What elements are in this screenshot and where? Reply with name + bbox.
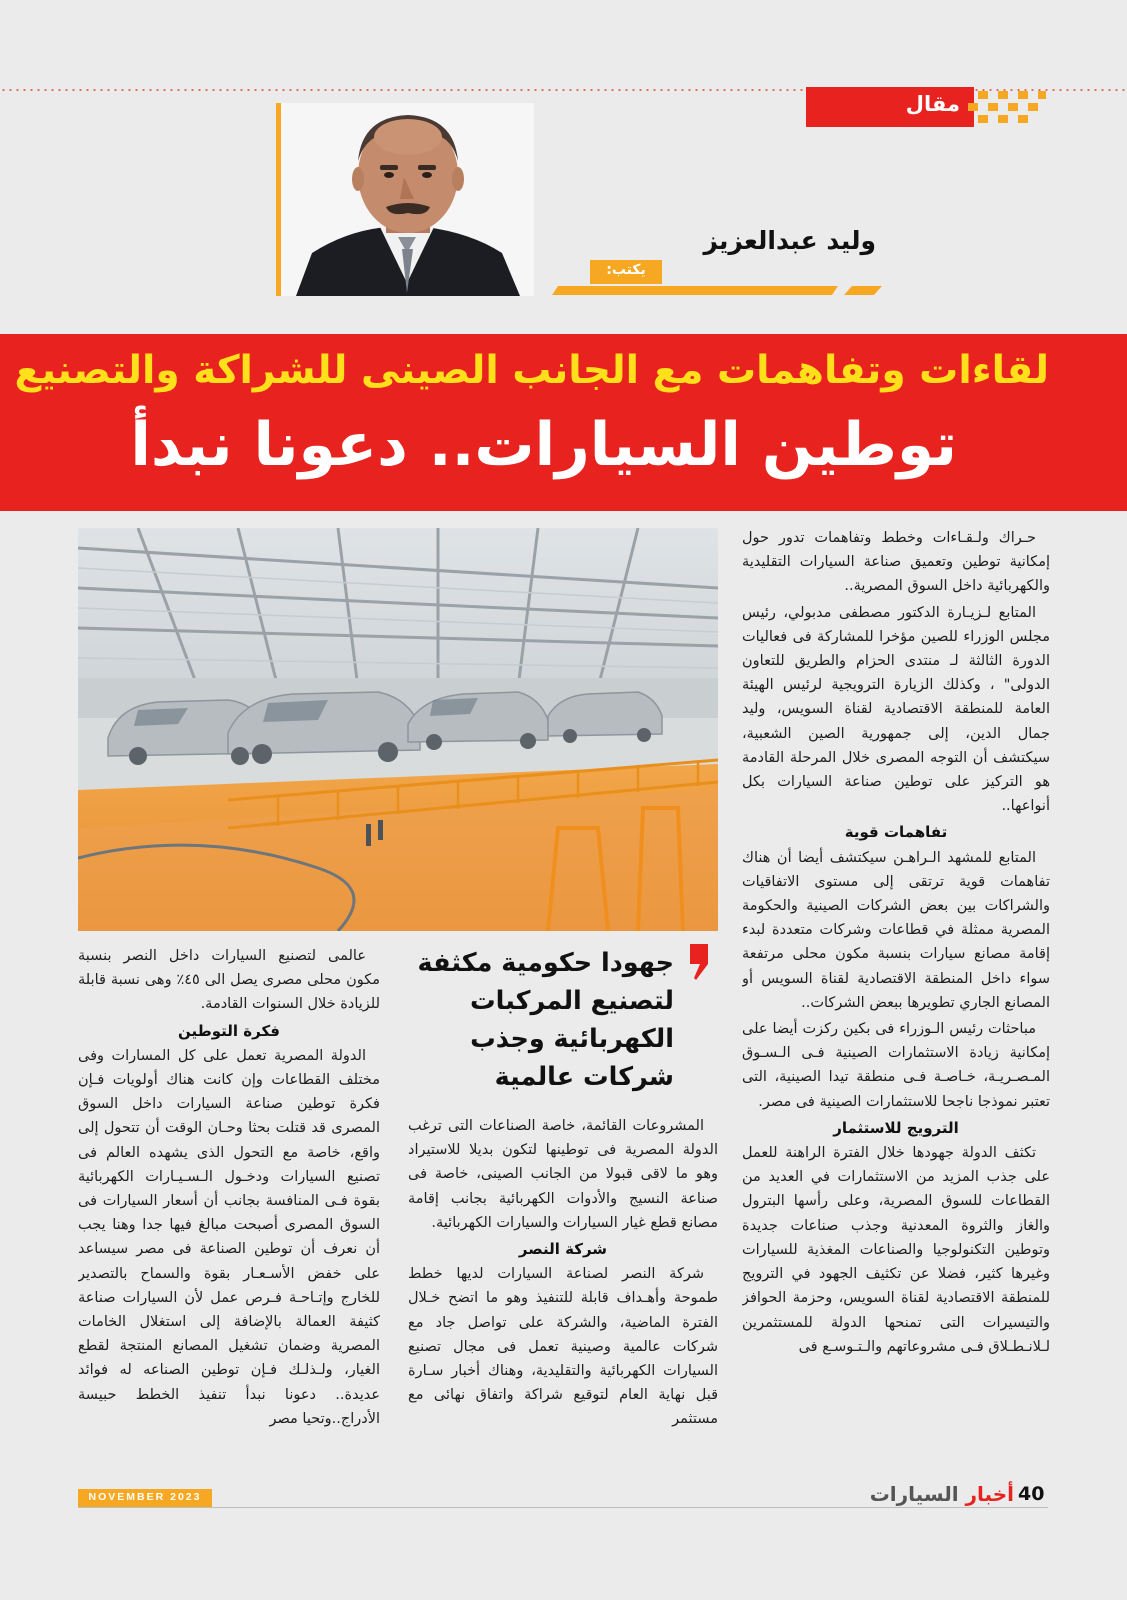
subheading: شركة النصر bbox=[518, 1240, 608, 1259]
paragraph: شركة النصر لصناعة السيارات لديها خطط طموحة وأهـداف قابلة للتنفيذ وهو ما اتضح خـلال الفترة الماضية، والشركة على تواصل جاد مع شركات عالمية وصينية تعمل فى مجال تصنيع السيارات الكهربائية والتقليدية، وهناك أخبار سـارة قبل نهاية العام لتوقيع شراكة واتفاق نهائى مع مستثمر bbox=[408, 1266, 718, 1428]
photo-orange-edge bbox=[276, 103, 281, 296]
section-label: مقال bbox=[806, 87, 974, 127]
footer-rule bbox=[78, 1507, 1048, 1508]
headline-title: توطين السيارات.. دعونا نبدأ bbox=[130, 410, 957, 480]
paragraph: عالمى لتصنيع السيارات داخل النصر بنسبة مكون محلى مصرى يصل الى ٤٥٪ وهى نسبة قابلة للزيادة خلال السنوات القادمة. bbox=[78, 948, 380, 1013]
paragraph: مباحثات رئيس الـوزراء فى بكين ركزت أيضا على إمكانية زيادة الاستثمارات الصينية فـى الـسـوق المـصـريـة، خـاصـة فـى منطقة تيدا الصينية، التى تعتبر نموذجا ناجحا للاستثمارات الصينية فى مصر. bbox=[742, 1021, 1050, 1110]
paragraph: تكثف الدولة جهودها خلال الفترة الراهنة للعمل على جذب المزيد من الاستثمارات في العديد من القطاعات للسوق المصرية، وعلى رأسها البترول والغاز والثروة المعدنية وجذب صناعات جديدة وتوطين التكنولوجيا والصناعات المغذية للسيارات وغيرها كثير، فضلا عن تكثيف الجهود في الترويج للمنطقة الاقتصادية لقناة السويس، وحزمة الحوافز والتيسيرات التى تمنحها الدولة للمستثمرين لـلانـطـلاق فـى مشروعاتهم والـتـوسـع فى bbox=[742, 1145, 1050, 1355]
subheading: تفاهمات قوية bbox=[844, 823, 948, 842]
paragraph: حـراك ولـقـاءات وخطط وتفاهمات تدور حول إمكانية توطين وتعميق صناعة السيارات التقليدية والكهربائية داخل السوق المصرية.. bbox=[742, 530, 1050, 595]
author-photo bbox=[276, 103, 534, 296]
headline-banner bbox=[0, 334, 1127, 511]
writes-label: يكتب: bbox=[590, 260, 662, 284]
subheading: فكرة التوطين bbox=[177, 1021, 280, 1040]
car-factory-image bbox=[78, 528, 718, 931]
author-name: وليد عبدالعزيز bbox=[703, 226, 876, 255]
magazine-logo bbox=[869, 1482, 1014, 1510]
article-column-middle bbox=[408, 1114, 718, 1514]
checker-flag-icon bbox=[968, 87, 1050, 127]
subheading: الترويج للاستثمار bbox=[833, 1118, 959, 1137]
logo-word-sayarat: السيارات bbox=[869, 1482, 959, 1506]
paragraph: المتابع لـزيـارة الدكتور مصطفى مدبولي، رئيس مجلس الوزراء للصين مؤخرا للمشاركة فى فعاليات الدورة الثالثة لـ منتدى الحزام والطريق للتعاون الدولى" ، وكذلك الزيارة الترويجية لرئيس الهيئة العامة للمنطقة الاقتصادية لقناة السويس، وليد جمال الدين، إلى جمهورية الصين الشعبية، سيكتشف أن التوجه المصرى خلال المرحلة القادمة هو التركيز على توطين صناعة السيارات بكل أنواعها.. bbox=[742, 604, 1050, 815]
logo-word-akhbar: أخبار bbox=[965, 1482, 1014, 1506]
section-tag bbox=[806, 87, 1050, 127]
author-portrait-image bbox=[276, 103, 534, 296]
factory-photo bbox=[78, 528, 718, 931]
paragraph: المشروعات القائمة، خاصة الصناعات التى ترغب الدولة المصرية فى توطينها لتكون بديلا للاستيراد وهو ما لاقى قبولا من الجانب الصينى، خاصة فى صناعة النسيج والأدوات الكهربائية بجانب إقامة مصانع قطع غيار السيارات والسيارات الكهربائية. bbox=[408, 1118, 718, 1231]
paragraph: الدولة المصرية تعمل على كل المسارات وفى مختلف القطاعات وإن كانت هناك أولويات فـإن فكرة توطين صناعة السيارات داخل السوق المصرى قد قتلت بحثا وحـان الوقت أن تتحول إلى واقع، خاصة مع التحول الذى يشهده العالم فى تصنيع السيارات ودخـول الـسـيـارات الكهربائية بقوة فـى المنافسة بجانب أن أسعار السيارات فى السوق المصرى أصبحت مبالغ فيها جدا وهنا يجب أن نعرف أن توطين الصناعة فى مصر سيساعد على خفض الأسـعـار بقوة والسماح بالتصدير للخارج وإتـاحـة فـرص عمل لأن السيارات صناعة كثيفة العمالة بالإضافة إلى استغلال الخامات المصرية وضمان تشغيل المصانع المنتجة لقطع الغيار، ولـذلـك فـإن توطين الصناعه له فوائد عديدة.. دعونا نبدأ تنفيذ الخطط حبيسة الأدراج..وتحيا مصر bbox=[78, 1047, 380, 1427]
quote-mark-icon bbox=[688, 942, 712, 982]
paragraph: المتابع للمشهد الـراهـن سيكتشف أيضا أن هناك تفاهمات قوية ترتقى إلى مستوى الاتفاقيات والشراكات بين بعض الشركات الصينية والحكومة المصرية ممثلة في قطاعات وشركات متعددة لبدء إقامة مصانع سيارات بنسبة مكون محلى مرتفعة سواء داخل المنطقة الاقتصادية لقناة السويس أو المصانع الجاري تطويرها ببعض الشركات.. bbox=[742, 849, 1050, 1011]
author-underline-stripes bbox=[552, 286, 882, 295]
footer-date: NOVEMBER 2023 bbox=[78, 1489, 212, 1507]
page-number: 40 bbox=[1018, 1483, 1045, 1505]
article-column-right bbox=[742, 526, 1050, 1512]
headline-subtitle: لقاءات وتفاهمات مع الجانب الصينى للشراكة والتصنيع bbox=[14, 348, 1049, 393]
article-column-left bbox=[78, 944, 380, 1514]
pull-quote: جهودا حكومية مكثفة لتصنيع المركبات الكهربائية وجذب شركات عالمية bbox=[417, 948, 674, 1092]
